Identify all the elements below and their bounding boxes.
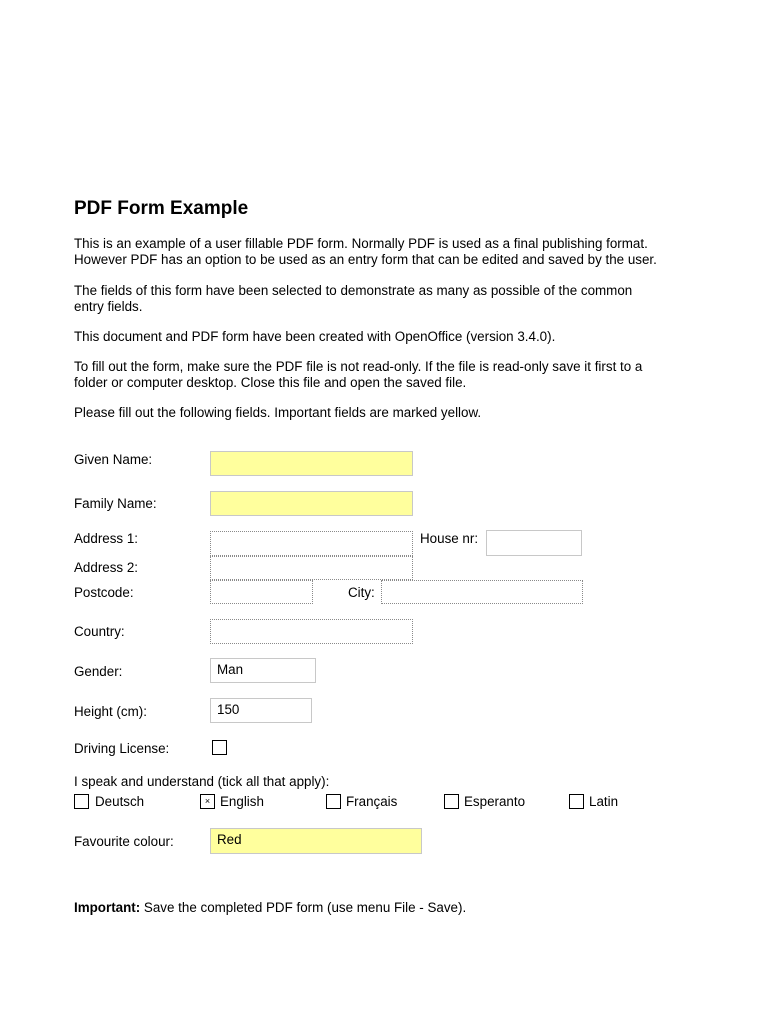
house-nr-label: House nr: — [420, 531, 479, 546]
language-label-esperanto: Esperanto — [464, 794, 526, 809]
text-line: Please fill out the following fields. Important fields are marked yellow. — [74, 405, 482, 420]
address1-input[interactable] — [210, 531, 413, 556]
fields-paragraph — [74, 283, 714, 315]
driving-license-label: Driving License: — [74, 741, 170, 756]
favourite-colour-label: Favourite colour: — [74, 834, 174, 849]
text-line: To fill out the form, make sure the PDF file is not read-only. If the file is read-only save it first to a — [74, 359, 643, 374]
page-title: PDF Form Example — [74, 198, 249, 219]
openoffice-paragraph — [74, 329, 714, 345]
address2-label: Address 2: — [74, 560, 139, 575]
height-input[interactable]: 150 — [210, 698, 312, 723]
language-checkbox-deutsch[interactable] — [74, 794, 89, 809]
text-line: entry fields. — [74, 299, 143, 314]
family-name-input[interactable] — [210, 491, 413, 516]
language-label-latin: Latin — [589, 794, 619, 809]
instructions-paragraph — [74, 405, 714, 421]
language-label-deutsch: Deutsch — [95, 794, 145, 809]
height-label: Height (cm): — [74, 704, 147, 719]
languages-label: I speak and understand (tick all that apply): — [74, 774, 330, 789]
address1-label: Address 1: — [74, 531, 139, 546]
given-name-input[interactable] — [210, 451, 413, 476]
important-note-bold: Important: — [74, 900, 141, 915]
language-checkbox-esperanto[interactable] — [444, 794, 459, 809]
house-nr-input[interactable] — [486, 530, 582, 556]
driving-license-checkbox[interactable] — [212, 740, 227, 755]
postcode-label: Postcode: — [74, 585, 134, 600]
text-line: However PDF has an option to be used as an entry form that can be edited and saved by the user. — [74, 252, 657, 267]
important-note — [74, 900, 466, 915]
text-line: folder or computer desktop. Close this file and open the saved file. — [74, 375, 467, 390]
postcode-input[interactable] — [210, 580, 313, 604]
given-name-label: Given Name: — [74, 452, 153, 467]
gender-select[interactable]: Man — [210, 658, 316, 683]
language-label-english: English — [220, 794, 264, 809]
text-line: This document and PDF form have been created with OpenOffice (version 3.4.0). — [74, 329, 556, 344]
address2-input[interactable] — [210, 556, 413, 580]
important-note-text: Save the completed PDF form (use menu File - Save). — [140, 900, 467, 915]
language-checkbox-francais[interactable] — [326, 794, 341, 809]
language-checkbox-latin[interactable] — [569, 794, 584, 809]
country-input[interactable] — [210, 619, 413, 644]
family-name-label: Family Name: — [74, 496, 157, 511]
language-label-francais: Français — [346, 794, 398, 809]
city-input[interactable] — [381, 580, 583, 604]
intro-paragraph — [74, 236, 714, 268]
readonly-paragraph — [74, 359, 714, 391]
favourite-colour-select[interactable]: Red — [210, 828, 422, 854]
text-line: This is an example of a user fillable PDF form. Normally PDF is used as a final publishing format. — [74, 236, 648, 251]
gender-label: Gender: — [74, 664, 123, 679]
city-label: City: — [348, 585, 375, 600]
text-line: The fields of this form have been selected to demonstrate as many as possible of the common — [74, 283, 633, 298]
country-label: Country: — [74, 624, 125, 639]
language-checkbox-english[interactable]: × — [200, 794, 215, 809]
